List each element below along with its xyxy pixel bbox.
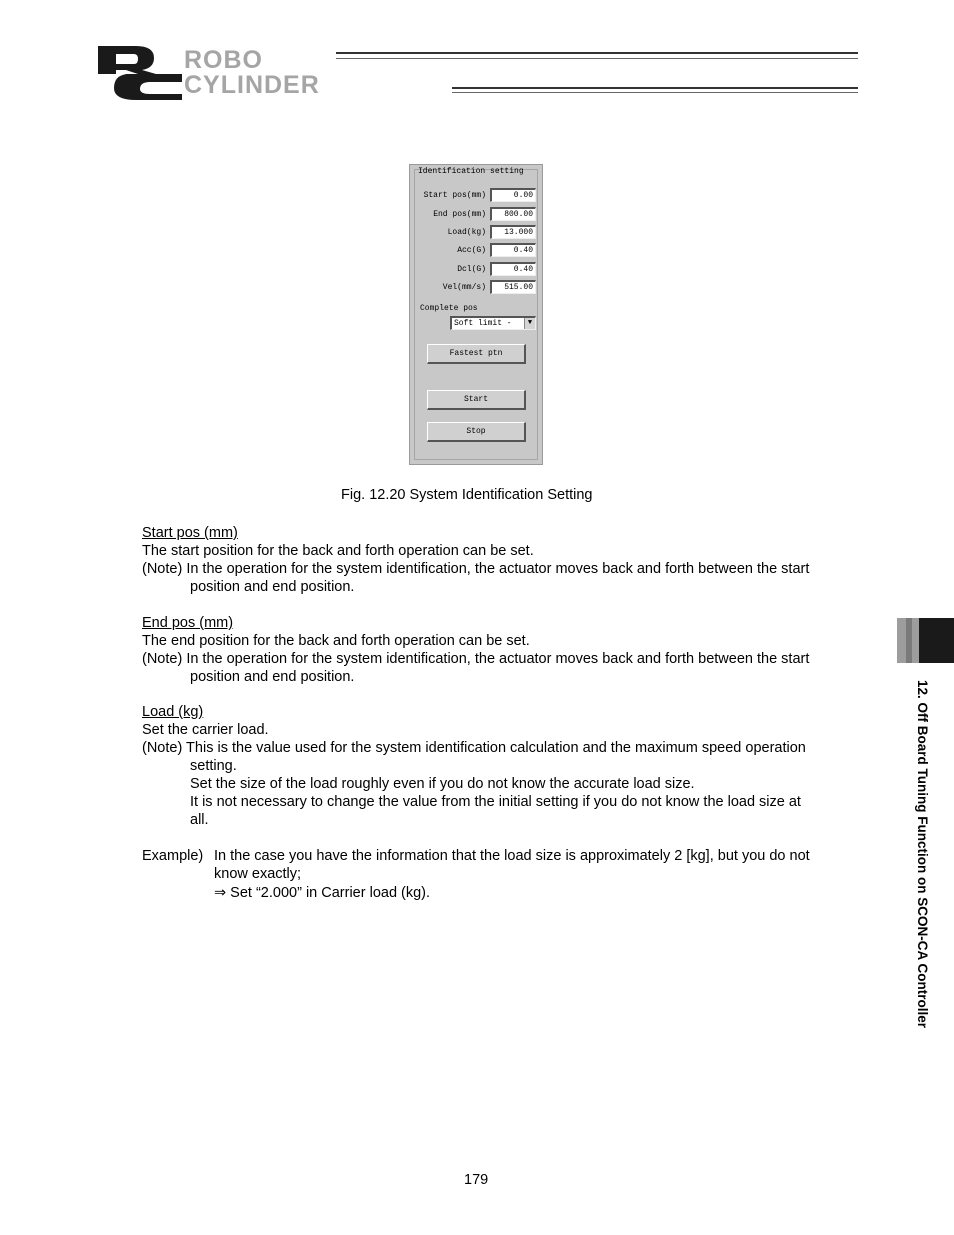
chapter-tab-marker	[919, 618, 954, 663]
start-pos-heading: Start pos (mm)	[142, 525, 238, 541]
brand-line-1: ROBO	[184, 46, 263, 74]
load-row	[410, 225, 538, 241]
load-text: Set the carrier load.	[142, 722, 269, 738]
header-rule	[452, 92, 858, 93]
chapter-tab-marker	[906, 618, 912, 663]
complete-pos-label: Complete pos	[420, 304, 478, 313]
vel-input[interactable]: 515.00	[490, 280, 536, 294]
example-text: In the case you have the information that the load size is approximately 2 [kg], but you do not	[214, 848, 810, 864]
fastest-ptn-button[interactable]: Fastest ptn	[427, 344, 526, 364]
example-label: Example)	[142, 848, 204, 864]
example-text-cont: know exactly;	[214, 866, 302, 882]
acc-row	[410, 243, 538, 259]
start-pos-text: The start position for the back and forth operation can be set.	[142, 543, 534, 559]
load-note-cont: setting.	[190, 758, 237, 774]
load-input[interactable]: 13.000	[490, 225, 536, 239]
end-pos-label: End pos(mm)	[433, 210, 486, 219]
header-rule	[336, 52, 858, 54]
dialog-title: Identification setting	[418, 167, 524, 176]
load-heading: Load (kg)	[142, 704, 204, 720]
end-pos-row	[410, 207, 538, 223]
acc-label: Acc(G)	[457, 246, 486, 255]
page-number: 179	[464, 1172, 489, 1188]
header-rule	[452, 87, 858, 89]
chevron-down-icon[interactable]: ▼	[524, 318, 535, 329]
start-pos-input[interactable]: 0.00	[490, 188, 536, 202]
dcl-row	[410, 262, 538, 278]
load-note: (Note) This is the value used for the system identification calculation and the maximum speed operation	[142, 740, 806, 756]
header-rule	[336, 58, 858, 59]
end-pos-input[interactable]: 800.00	[490, 207, 536, 221]
dcl-label: Dcl(G)	[457, 265, 486, 274]
load-note-cont: It is not necessary to change the value from the initial setting if you do not know the load size at	[190, 794, 801, 810]
complete-pos-select[interactable]	[450, 316, 536, 330]
start-pos-note-cont: position and end position.	[190, 579, 355, 595]
load-label: Load(kg)	[447, 228, 486, 237]
end-pos-text: The end position for the back and forth operation can be set.	[142, 633, 530, 649]
brand-line-2: CYLINDER	[184, 71, 320, 99]
example-result: ⇒ Set “2.000” in Carrier load (kg).	[214, 885, 431, 901]
chapter-side-title: 12. Off Board Tuning Function on SCON-CA Controller	[915, 680, 930, 1028]
vel-label: Vel(mm/s)	[442, 283, 486, 292]
end-pos-note: (Note) In the operation for the system identification, the actuator moves back and forth between the start	[142, 651, 810, 667]
vel-row	[410, 280, 538, 296]
end-pos-note-cont: position and end position.	[190, 669, 355, 685]
end-pos-heading: End pos (mm)	[142, 615, 234, 631]
load-note-cont: all.	[190, 812, 209, 828]
start-pos-label: Start pos(mm)	[423, 191, 486, 200]
figure-caption: Fig. 12.20 System Identification Setting	[341, 487, 593, 503]
load-note-cont: Set the size of the load roughly even if you do not know the accurate load size.	[190, 776, 695, 792]
rc-logo-icon	[96, 44, 186, 100]
acc-input[interactable]: 0.40	[490, 243, 536, 257]
start-pos-row	[410, 188, 538, 204]
dcl-input[interactable]: 0.40	[490, 262, 536, 276]
complete-pos-value: Soft limit -	[454, 319, 512, 328]
start-button[interactable]: Start	[427, 390, 526, 410]
stop-button[interactable]: Stop	[427, 422, 526, 442]
start-pos-note: (Note) In the operation for the system identification, the actuator moves back and forth between the start	[142, 561, 810, 577]
